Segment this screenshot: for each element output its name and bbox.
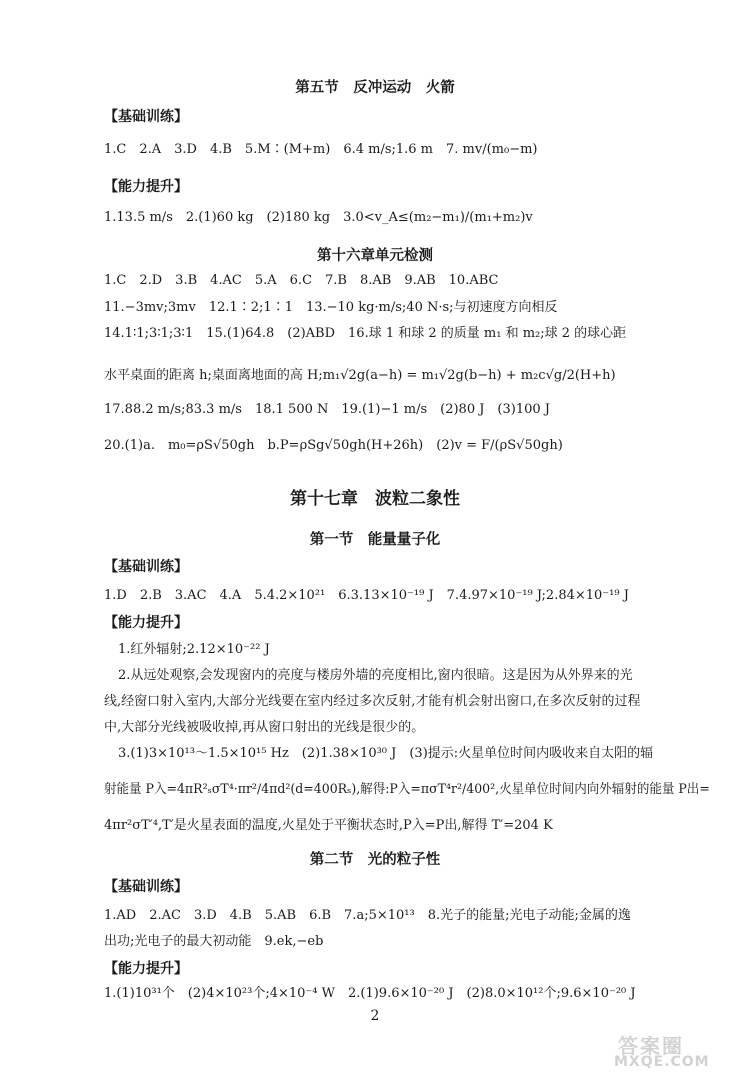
heading-basic-training: 【基础训练】 xyxy=(104,879,188,895)
section-title-recoil-rocket: 第五节 反冲运动 火箭 xyxy=(295,79,455,96)
paragraph-line: 射能量 P入=4πR²ₛσT⁴·πr²/4πd²(d=400Rₛ),解得:P入=πσT⁴r²/400²,火星单位时间内向外辐射的能量 P出= xyxy=(104,782,710,797)
answer-line: 1.(1)10³¹个 (2)4×10²³个;4×10⁻⁴ W 2.(1)9.6×10⁻²⁰ J (2)8.0×10¹²个;9.6×10⁻²⁰ J xyxy=(104,986,636,1001)
heading-basic-training: 【基础训练】 xyxy=(104,109,188,125)
answer-line: 11.−3mv;3mv 12.1∶2;1∶1 13.−10 kg·m/s;40 N·s;与初速度方向相反 xyxy=(104,300,558,315)
watermark-top-text: 答案圈 xyxy=(618,1034,684,1058)
answer-line: 1.C 2.A 3.D 4.B 5.M∶(M+m) 6.4 m/s;1.6 m 7. mv/(m₀−m) xyxy=(104,142,538,157)
answer-line: 1.AD 2.AC 3.D 4.B 5.AB 6.B 7.a;5×10¹³ 8.光子的能量;光电子动能;金属的逸 xyxy=(104,908,631,923)
paragraph-line: 中,大部分光线被吸收掉,再从窗口射出的光线是很少的。 xyxy=(104,720,425,735)
heading-ability-improvement: 【能力提升】 xyxy=(104,615,188,631)
section-title-energy-quantization: 第一节 能量量子化 xyxy=(309,531,441,548)
answer-line: 1.C 2.D 3.B 4.AC 5.A 6.C 7.B 8.AB 9.AB 10.ABC xyxy=(104,273,499,288)
answer-line: 水平桌面的距离 h;桌面离地面的高 H;m₁√2g(a−h) = m₁√2g(b−h) + m₂c√g/2(H+h) xyxy=(104,368,616,383)
paragraph-line: 线,经窗口射入室内,大部分光线要在室内经过多次反射,才能有机会射出窗口,在多次反射的过程 xyxy=(104,694,641,709)
paragraph-line: 3.(1)3×10¹³～1.5×10¹⁵ Hz (2)1.38×10³⁰ J (3)提示:火星单位时间内吸收来自太阳的辐 xyxy=(118,746,654,761)
section-title-particle-nature-of-light: 第二节 光的粒子性 xyxy=(309,851,441,868)
heading-basic-training: 【基础训练】 xyxy=(104,559,188,575)
unit-test-title: 第十六章单元检测 xyxy=(317,247,433,264)
answer-line: 1.红外辐射;2.12×10⁻²² J xyxy=(118,642,270,657)
paragraph-line: 4πr²σT′⁴,T′是火星表面的温度,火星处于平衡状态时,P入=P出,解得 T′=204 K xyxy=(104,818,553,833)
chapter-title: 第十七章 波粒二象性 xyxy=(290,489,460,509)
answer-line: 20.(1)a. m₀=ρS√50gh b.P=ρSg√50gh(H+26h) (2)v = F/(ρS√50gh) xyxy=(104,438,563,453)
watermark-bottom-text: MXQE.COM xyxy=(614,1054,710,1070)
answer-line: 出功;光电子的最大初动能 9.ek,−eb xyxy=(104,934,324,949)
answer-line: 1.13.5 m/s 2.(1)60 kg (2)180 kg 3.0<v_A≤(m₂−m₁)/(m₁+m₂)v xyxy=(104,210,533,225)
page-number: 2 xyxy=(370,1008,380,1024)
heading-ability-improvement: 【能力提升】 xyxy=(104,179,188,195)
watermark-logo xyxy=(610,1030,742,1074)
heading-ability-improvement: 【能力提升】 xyxy=(104,961,188,977)
paragraph-line: 2.从远处观察,会发现窗内的亮度与楼房外墙的亮度相比,窗内很暗。这是因为从外界来的光 xyxy=(118,668,633,683)
answer-line: 1.D 2.B 3.AC 4.A 5.4.2×10²¹ 6.3.13×10⁻¹⁹ J 7.4.97×10⁻¹⁹ J;2.84×10⁻¹⁹ J xyxy=(104,588,629,603)
answer-line: 14.1∶1;3∶1;3∶1 15.(1)64.8 (2)ABD 16.球 1 和球 2 的质量 m₁ 和 m₂;球 2 的球心距 xyxy=(104,326,627,341)
answer-line: 17.88.2 m/s;83.3 m/s 18.1 500 N 19.(1)−1 m/s (2)80 J (3)100 J xyxy=(104,402,550,417)
